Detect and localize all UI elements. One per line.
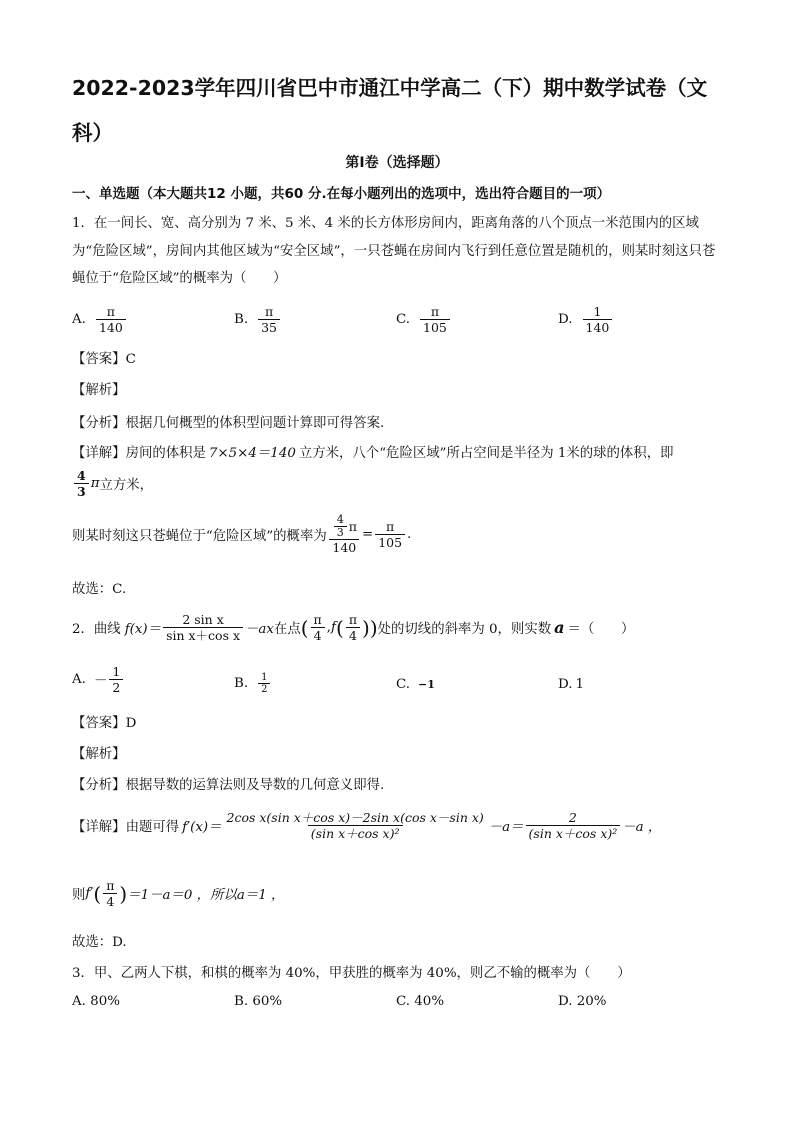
frac-num: π xyxy=(264,304,274,319)
detail-text: 房间的体积是 xyxy=(125,446,206,461)
minus-ax: －ax xyxy=(245,622,274,637)
frac-num: π xyxy=(106,304,115,319)
q2-option-b[interactable] xyxy=(234,672,272,695)
pi-symbol: π xyxy=(90,476,100,491)
q1-detail-line1 xyxy=(72,442,673,461)
option-letter: D. xyxy=(558,677,573,692)
q2-option-d[interactable] xyxy=(558,677,584,692)
detail-text: 立方米，八个“危险区域”所占空间是半径为 1米的球的体积，即 xyxy=(298,446,674,461)
detail-text: 立方米， xyxy=(99,478,154,493)
analysis-tag: 【解析】 xyxy=(72,747,126,762)
minus-sign: － xyxy=(93,674,108,689)
detail-text: 则 xyxy=(72,888,86,903)
frac-num: 1 xyxy=(593,304,602,319)
detail-expr: 7×5×4＝140 xyxy=(208,446,296,461)
q3-option-c[interactable]: C. 40% xyxy=(396,994,445,1009)
q1-option-b[interactable] xyxy=(234,304,282,335)
period: . xyxy=(407,527,412,542)
option-letter: A. xyxy=(72,672,86,687)
frac-den: (sin x＋cos x)² xyxy=(526,825,621,841)
pi-symbol: π xyxy=(348,519,357,534)
answer-value: D xyxy=(125,716,137,731)
frac-num: 1 xyxy=(112,664,121,679)
q1-analysis-tag xyxy=(72,379,126,398)
option-letter: A. xyxy=(72,312,86,327)
option-letter: C. xyxy=(396,312,411,327)
frac-den: 4 xyxy=(103,893,117,909)
equals-sign: = xyxy=(361,527,374,542)
option-value: 1 xyxy=(575,677,585,692)
page-title: 2022-2023学年四川省巴中市通江中学高二（下）期中数学试卷（文科） xyxy=(72,76,708,145)
q2-analysis-tag xyxy=(72,743,126,762)
frac-num: π xyxy=(106,878,115,893)
detail-expr: －a ， xyxy=(622,820,662,835)
q2-option-a[interactable] xyxy=(72,664,125,695)
q1-detail-line2 xyxy=(72,468,153,499)
frac-den: (sin x＋cos x)² xyxy=(308,825,403,841)
q2-option-c[interactable] xyxy=(396,677,435,692)
detail-expr: －a＝ xyxy=(488,820,524,835)
q3-option-b[interactable]: B. 60% xyxy=(234,994,283,1009)
answer-tag: 【答案】 xyxy=(72,352,126,367)
q3-option-d[interactable]: D. 20% xyxy=(558,994,607,1009)
q2-fenxi xyxy=(72,774,384,793)
derivative: f′ xyxy=(85,886,94,901)
fenxi-text: 根据几何概型的体积型问题计算即可得答案. xyxy=(125,416,385,431)
q1-answer xyxy=(72,348,136,367)
option-letter: B. xyxy=(234,312,249,327)
frac-num: π xyxy=(386,519,395,534)
func-name: f(x)＝ xyxy=(124,622,162,637)
q2-detail-line1 xyxy=(72,810,661,841)
q1-option-d[interactable] xyxy=(558,304,614,335)
option-letter: C. xyxy=(396,677,411,692)
frac-den: sin x＋cos x xyxy=(163,627,243,643)
q2-choice: 故选：D. xyxy=(72,935,127,950)
xiangjie-tag: 【详解】 xyxy=(72,820,126,835)
fenxi-text: 根据导数的运算法则及导数的几何意义即得. xyxy=(125,778,385,793)
frac-den: 3 xyxy=(334,526,347,539)
q1-option-c[interactable] xyxy=(396,304,452,335)
frac-den: 2 xyxy=(258,683,270,695)
frac-den: 4 xyxy=(346,627,360,643)
q1-stem: 1．在一间长、宽、高分别为 7 米、5 米、4 米的长方体形房间内，距离角落的八个顶点一米范围内的区域为“危险区域”，房间内其他区域为“安全区域”，一只苍蝇在房间内飞行到任意位置是随机的，则某时刻这只苍蝇位于“危险区域”的概率为（ ） xyxy=(72,216,716,286)
frac-den: 140 xyxy=(329,539,359,555)
detail-text: 由题可得 xyxy=(125,820,180,835)
detail-expr: ＝1－a＝0 ，所以 xyxy=(127,888,237,903)
frac-den: 105 xyxy=(375,534,405,550)
q1-fenxi xyxy=(72,412,384,431)
frac-den: 4 xyxy=(311,627,325,643)
fenxi-tag: 【分析】 xyxy=(72,778,126,793)
q3-stem: 3．甲、乙两人下棋，和棋的概率为 40%，甲获胜的概率为 40%，则乙不输的概率为（ ） xyxy=(72,966,631,981)
part1-heading: 一、单选题（本大题共12 小题，共60 分.在每小题列出的选项中，选出符合题目的一项） xyxy=(72,186,611,202)
detail-expr: a＝1 ， xyxy=(236,888,285,903)
q2-detail-line2: 则 f′ ( $\frac{\pi}{4}$ ) ＝1－a＝0 ，所以 a＝1 ， xyxy=(72,878,285,909)
frac-den: 3 xyxy=(74,483,89,499)
frac-num: π xyxy=(313,612,322,627)
stem-text: ＝（ ） xyxy=(567,622,635,637)
frac-den: 2 xyxy=(109,679,123,695)
q1-detail-line3 xyxy=(72,514,411,555)
frac-den: 105 xyxy=(420,319,450,335)
analysis-tag: 【解析】 xyxy=(72,383,126,398)
option-letter: B. xyxy=(234,676,249,691)
fenxi-tag: 【分析】 xyxy=(72,416,126,431)
q2-stem: 2．曲线 f(x)＝ $\frac{\text{2 sin x}}{\text{sin x＋cos x}}$ －ax 在点 ( $\frac{\pi}{4}$ , f ( $\frac{\pi}{4}$ )) 处的切线的斜率为 0，则实数 a ＝（ ） xyxy=(72,612,635,643)
frac-num: π xyxy=(348,612,358,627)
q3-option-a[interactable]: A. 80% xyxy=(72,994,120,1009)
frac-num: 4 xyxy=(77,468,86,483)
frac-den: 35 xyxy=(258,319,280,335)
answer-tag: 【答案】 xyxy=(72,716,126,731)
frac-num: 2 sin x xyxy=(182,612,224,627)
section-title: 第I卷（选择题） xyxy=(345,155,449,171)
frac-num: 2cos x(sin x＋cos x)－2sin x(cos x－sin x) xyxy=(226,810,484,825)
func-f: f xyxy=(331,620,336,635)
derivative: f′(x)＝ xyxy=(182,820,222,835)
answer-value: C xyxy=(125,352,136,367)
stem-text: 在点 xyxy=(273,622,301,637)
frac-den: 140 xyxy=(96,319,126,335)
option-value: −1 xyxy=(418,678,435,691)
stem-text: 2．曲线 xyxy=(72,622,121,637)
q2-answer xyxy=(72,712,136,731)
q1-choice: 故选：C. xyxy=(72,582,127,597)
xiangjie-tag: 【详解】 xyxy=(72,446,126,461)
frac-den: 140 xyxy=(583,319,613,335)
frac-num: 1 xyxy=(261,672,268,683)
q1-option-a[interactable] xyxy=(72,304,128,335)
frac-num: 2 xyxy=(568,810,577,825)
frac-num: 4 xyxy=(336,513,344,526)
var-a: a xyxy=(554,618,565,637)
detail-text: 则某时刻这只苍蝇位于“危险区域”的概率为 xyxy=(72,529,327,544)
option-letter: D. xyxy=(558,312,573,327)
frac-num: π xyxy=(430,304,440,319)
stem-text: 处的切线的斜率为 0，则实数 xyxy=(377,622,552,637)
